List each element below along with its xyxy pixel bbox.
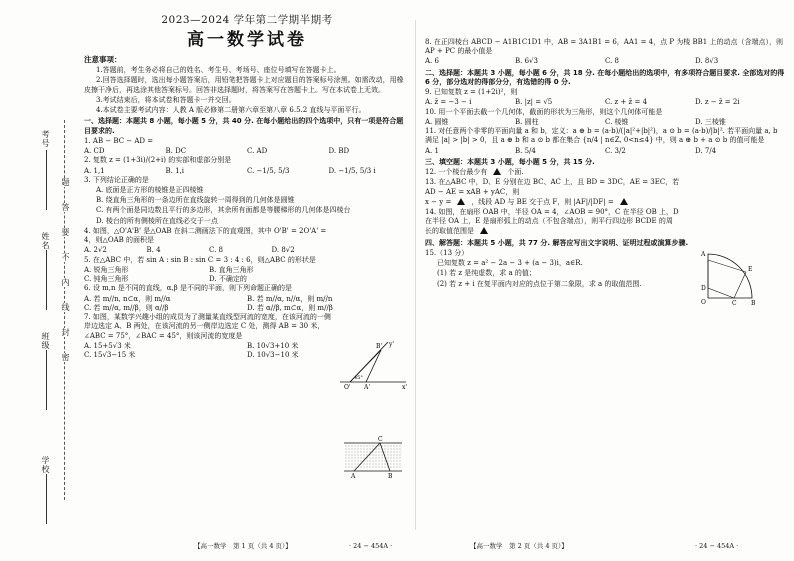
exam-year-title: 2023—2024 学年第二学期半期考 [161, 14, 333, 26]
option: D. z − z̄ = 2i [695, 98, 740, 107]
river-dot [352, 467, 353, 468]
river-dot [364, 467, 365, 468]
river-dot [379, 461, 380, 462]
q13-b: x − y = [425, 197, 452, 206]
river-dot [361, 461, 362, 462]
river-dot [394, 458, 395, 459]
label-c: C [378, 436, 383, 443]
question-stem [425, 168, 785, 177]
river-dot [355, 458, 356, 459]
figure-q7-river [342, 436, 404, 480]
question-options [84, 147, 410, 156]
label-e: E [748, 266, 753, 273]
river-dot [358, 455, 359, 456]
option: B. 直角三角形 [209, 265, 254, 274]
river-dot [349, 464, 350, 465]
river-dot [373, 455, 374, 456]
river-dot [382, 446, 383, 447]
river-dot [400, 461, 401, 462]
river-dot [391, 452, 392, 453]
option: C. 3/2 [605, 146, 626, 155]
option: A. 底面是正方形的棱锥是正四棱锥 [96, 186, 204, 194]
river-dot [379, 449, 380, 450]
option: A. 若 m//n, n⊂α，则 m//α [84, 294, 171, 303]
note-item: 3.考试结束后，将本试卷和答题卡一并交回。 [96, 95, 236, 104]
blank-triangle-icon [480, 227, 488, 234]
river-dot [397, 461, 398, 462]
blank-triangle-icon [493, 168, 501, 175]
river-dot [358, 446, 359, 447]
river-dot [352, 458, 353, 459]
exam-main-title: 高一数学试卷 [187, 29, 307, 50]
river-dot [352, 461, 353, 462]
river-dot [349, 455, 350, 456]
river-dot [385, 449, 386, 450]
option: C. z + z̄ = 4 [605, 98, 648, 107]
river-dot [397, 455, 398, 456]
option: C. −1/5, 5/3 [247, 166, 290, 175]
river-dot [379, 455, 380, 456]
river-dot [370, 446, 371, 447]
q14-b: 长的取值范围是 [425, 227, 474, 236]
option: B. 6√3 [515, 57, 538, 66]
label-x: x' [402, 384, 408, 390]
q15-title: 15.（13 分） [425, 248, 469, 257]
option: C. 若 m//α, m//β，则 α//β [84, 303, 169, 312]
seal-word: 线 [61, 303, 70, 312]
river-dot [364, 449, 365, 450]
river-dot [391, 467, 392, 468]
river-dot [394, 449, 395, 450]
river-dot [394, 446, 395, 447]
river-dot [349, 461, 350, 462]
question-options [425, 98, 785, 107]
option: D. 三棱锥 [695, 117, 726, 126]
option: A. 6 [425, 57, 439, 66]
river-dot [370, 464, 371, 465]
river-dot [352, 452, 353, 453]
seal-word: 不 [61, 253, 70, 262]
figure-q4-oblique-triangle [336, 338, 410, 390]
river-dot [352, 449, 353, 450]
river-dot [388, 446, 389, 447]
question-stem [425, 198, 687, 207]
option: C. 8 [605, 57, 620, 66]
river-dot [367, 461, 368, 462]
option: D. 8√3 [695, 57, 719, 66]
label-b: B [388, 473, 393, 480]
river-dot [376, 461, 377, 462]
river-dot [370, 458, 371, 459]
q15-part2: (2) 若 z + i 在复平面内对应的点位于第二象限，求 a 的取值范围. [437, 279, 642, 288]
seal-word: 内 [61, 278, 70, 287]
option: A. CD [84, 147, 105, 156]
school-line [46, 474, 47, 524]
label-angle: 45° [354, 375, 363, 381]
river-dot [394, 467, 395, 468]
option: C. 有两个面是同边数且平行的多边形，其余所有面都是等腰梯形的几何体是四棱台 [96, 206, 351, 215]
river-dot [379, 446, 380, 447]
river-dot [400, 446, 401, 447]
river-dot [346, 467, 347, 468]
exam-no-line [46, 150, 47, 210]
footer-code: · 24 − 454A · [695, 542, 739, 551]
river-dot [373, 458, 374, 459]
river-dot [364, 452, 365, 453]
footer-page-label: 【高一数学 第 1 页（共 4 页）】 [194, 542, 292, 551]
river-dot [388, 449, 389, 450]
river-dot [355, 461, 356, 462]
river-dot [346, 461, 347, 462]
river-dot [373, 461, 374, 462]
seal-word: 密 [61, 353, 70, 362]
option: D. 8√2 [271, 246, 295, 255]
river-dot [397, 452, 398, 453]
river-dot [385, 452, 386, 453]
river-dot [391, 458, 392, 459]
river-dot [376, 464, 377, 465]
label-o: O [701, 299, 706, 306]
river-dot [382, 467, 383, 468]
seal-word: 题 [61, 178, 70, 187]
river-dot [373, 464, 374, 465]
river-dot [364, 455, 365, 456]
river-dot [364, 458, 365, 459]
river-dot [370, 461, 371, 462]
question-stem: 5. 在△ABC 中，若 sin A : sin B : sin C = 3 : 4 : 6，则△ABC 的形状是 [84, 255, 316, 264]
river-dot [373, 446, 374, 447]
option: C. 钝角三角形 [84, 275, 129, 284]
river-dot [346, 455, 347, 456]
footer-page-label: 【高一数学 第 2 页（共 4 页）】 [470, 542, 568, 551]
river-dot [349, 467, 350, 468]
river-dot [391, 461, 392, 462]
river-dot [397, 449, 398, 450]
river-dot [400, 449, 401, 450]
option: A. 15+5√3 米 [84, 341, 131, 350]
blank-triangle-icon [457, 198, 465, 205]
river-dot [352, 446, 353, 447]
option: D. 若 α//β, m⊂α，则 m//β [247, 303, 333, 312]
river-dot [349, 452, 350, 453]
river-dot [391, 455, 392, 456]
river-dot [352, 455, 353, 456]
option: B. |z| = √5 [515, 98, 553, 107]
class-line [46, 350, 47, 410]
river-dot [400, 455, 401, 456]
question-stem: 6. 设 m,n 是不同的直线，α,β 是不同的平面，则下列命题正确的是 [84, 284, 292, 293]
question-stem [425, 227, 687, 236]
option: B. 圆柱 [515, 117, 539, 126]
river-dot [397, 458, 398, 459]
triangle-side [366, 350, 381, 382]
label-o: O' [344, 384, 351, 390]
river-dot [358, 449, 359, 450]
question-stem: 7. 如图，某数学兴趣小组的成员为了测量某直线型河流的宽度，在该河流的一侧岸边选定 A、B 两处，在该河流的另一侧岸边选定 C 处，测得 AB = 30 米，∠ABC = 75°，∠BAC = 45°，则该河流的宽度是 [84, 313, 331, 340]
option: C. 15√3−15 米 [84, 350, 136, 359]
river-dot [385, 446, 386, 447]
river-dot [382, 461, 383, 462]
label-a: A [701, 251, 706, 258]
river-dot [346, 449, 347, 450]
river-dot [391, 446, 392, 447]
river-dot [349, 458, 350, 459]
option: B. 若 m//α, n//α，则 m//n [247, 294, 333, 303]
river-dot [355, 455, 356, 456]
river-dot [367, 464, 368, 465]
q12-text: 12. 一个棱台最少有 [425, 168, 488, 177]
river-dot [346, 452, 347, 453]
question-options [84, 167, 410, 176]
river-dot [379, 452, 380, 453]
section3-heading: 三、填空题：本题共 3 小题，每小题 5 分，共 15 分. [425, 157, 595, 166]
river-dot [367, 452, 368, 453]
class-label: 班级 [41, 332, 50, 350]
river-dot [358, 452, 359, 453]
school-label: 学校 [41, 456, 50, 474]
river-dot [382, 455, 383, 456]
parallelogram-bcde [708, 260, 746, 298]
river-dots [346, 446, 401, 468]
river-dot [382, 452, 383, 453]
question-stem: 14. 如图，在扇形 OAB 中，半径 OA = 4，∠AOB = 90°，C 在半径 OB 上，D 在半径 OA 上，E 是扇形弧上的动点（不包含端点），则平行四边形 BCDE 的周 [425, 207, 679, 226]
river-dot [397, 467, 398, 468]
river-dot [376, 446, 377, 447]
river-dot [355, 452, 356, 453]
river-dot [376, 449, 377, 450]
q15-part1: (1) 若 z 是纯虚数，求 a 的值； [437, 269, 536, 278]
river-dot [367, 467, 368, 468]
label-a: A [351, 473, 356, 480]
river-dot [388, 458, 389, 459]
river-dot [400, 452, 401, 453]
river-dot [364, 446, 365, 447]
question-stem: 1. AB − BC − AD = [84, 136, 154, 145]
exam-no-label: 考号 [41, 130, 50, 148]
river-dot [385, 467, 386, 468]
river-dot [388, 461, 389, 462]
name-line [46, 250, 47, 310]
note-item: 1.答题前，考生务必将自己的姓名、考生号、考场号、座位号填写在答题卡上。 [96, 66, 341, 75]
river-dot [349, 449, 350, 450]
river-dot [385, 461, 386, 462]
river-dot [361, 458, 362, 459]
label-b: B' [376, 343, 383, 350]
river-dot [376, 452, 377, 453]
option: A. 2√2 [84, 246, 107, 255]
river-dot [388, 452, 389, 453]
option: A. z̄ = −3 − i [425, 98, 472, 107]
question-stem: 8. 在正四棱台 ABCD − A1B1C1D1 中，AB = 3A1B1 = 6，AA1 = 4，点 P 为棱 BB1 上的动点（含端点），则 AP + PC 的最小值是 [425, 38, 783, 56]
option: B. 10√3+10 米 [247, 341, 299, 350]
option: D. 不确定的 [209, 275, 247, 284]
question-stem: 13. 在△ABC 中，D、E 分别在边 BC、AC 上，且 BD = 3DC，AE = 3EC，若 AD − AE = xAB + yAC，则 [425, 178, 680, 196]
river-dot [394, 464, 395, 465]
seal-word: 封 [61, 328, 70, 337]
q15-stem: 已知复数 z = a² − 2a − 3 + (a − 3)i，a∈R. [437, 259, 583, 268]
river-dot [358, 458, 359, 459]
option: A. 锐角三角形 [84, 265, 129, 274]
question-stem: 9. 已知复数 z = (1+2i)²，则 [425, 88, 518, 97]
question-options [425, 147, 785, 156]
question-options [425, 118, 785, 127]
option: B. 4 [146, 246, 161, 255]
option: A. 圆锥 [425, 117, 449, 126]
river-dot [358, 464, 359, 465]
river-dot [346, 458, 347, 459]
option: B. 1,i [165, 166, 185, 175]
river-dot [364, 464, 365, 465]
notes-heading: 注意事项： [84, 55, 122, 65]
river-dot [400, 467, 401, 468]
section4-heading: 四、解答题：本题共 5 小题，共 77 分. 解答应写出文字说明、证明过程或演算步骤. [425, 238, 689, 247]
river-dot [391, 449, 392, 450]
label-b: B [751, 300, 756, 307]
river-dot [370, 449, 371, 450]
option: C. 8 [209, 246, 224, 255]
figure-q14-sector [700, 248, 758, 308]
river-dot [355, 464, 356, 465]
option: D. −1/5, 5/3 i [328, 166, 376, 175]
option: D. 7/4 [695, 146, 717, 155]
river-dot [361, 452, 362, 453]
river-dot [346, 464, 347, 465]
river-dot [367, 449, 368, 450]
river-dot [349, 446, 350, 447]
option: C. 棱锥 [605, 117, 629, 126]
q12-tail: 个面. [507, 168, 524, 177]
seal-word: 答 [61, 203, 70, 212]
river-dot [382, 464, 383, 465]
section1-heading: 一、选择题：本题共 8 小题，每小题 5 分，共 40 分. 在每小题给出的四个选项中，只有一项是符合题目要求的. [84, 117, 404, 135]
river-dot [397, 464, 398, 465]
question-stem: 4. 如图，△O'A'B' 是△OAB 在斜二测画法下的直观图，其中 O'B' = 2O'A' = 4，则△OAB 的面积是 [84, 226, 327, 245]
river-dot [388, 455, 389, 456]
option: C. AD [247, 147, 268, 156]
option: D. 10√3−10 米 [247, 350, 299, 359]
river-dot [382, 458, 383, 459]
sector-outline [708, 254, 752, 298]
footer-code: · 24 − 454A · [349, 542, 393, 551]
river-dot [394, 452, 395, 453]
option: B. 绕直角三角形的一条边所在直线旋转一周得到的几何体是圆锥 [96, 196, 295, 205]
river-dot [358, 461, 359, 462]
river-dot [400, 458, 401, 459]
river-dot [379, 464, 380, 465]
river-dot [367, 455, 368, 456]
question-options [84, 295, 410, 313]
note-item: 2.回答选择题时，选出每小题答案后，用铅笔把答题卡上对应题目的答案标号涂黑。如需改动，用橡皮擦干净后，再选涂其他答案标号。回答非选择题时，将答案写在答题卡上。写在本试卷上无效。 [84, 76, 404, 94]
river-dot [391, 464, 392, 465]
binding-strip [0, 0, 82, 561]
river-dot [361, 446, 362, 447]
river-dot [352, 464, 353, 465]
option: B. 5/4 [515, 146, 536, 155]
river-dot [376, 467, 377, 468]
river-dot [394, 455, 395, 456]
river-dot [367, 446, 368, 447]
river-dot [361, 467, 362, 468]
question-options [84, 246, 334, 255]
river-dot [397, 446, 398, 447]
blank-triangle-icon [620, 198, 628, 205]
option: B. DC [165, 147, 187, 156]
question-options [425, 57, 785, 66]
river-dot [355, 446, 356, 447]
note-item: 4.本试卷主要考试内容：人教 A 版必修第二册第六章至第八章 6.5.2 直线与平面平行。 [96, 106, 366, 115]
river-dot [373, 449, 374, 450]
section2-heading: 二、选择题：本题共 3 小题，每小题 6 分，共 18 分. 在每小题给出的选项中，有多项符合题目要求. 全部选对的得 6 分，部分选对的得部分分，有选错的得 0 分. [425, 68, 785, 86]
river-dot [370, 452, 371, 453]
river-dot [373, 452, 374, 453]
q13-c: ，线段 AD 与 BE 交于点 F，则 |AF|/|DF| = [471, 197, 614, 206]
question-stem: 11. 对任意两个非零的平面向量 a 和 b，定义：a ⊕ b = (a·b)/(|a|²+|b|²)，a ⊙ b = (a·b)/|b|². 若平面向量 a, b 满足 |a| > |b| > 0，且 a ⊕ b 和 a ⊙ b 都在集合 {n/4 | n∈Z, 0<n≤4} 中，则 a ⊕ b + a ⊙ b 的值可能是 [425, 127, 778, 145]
river-dot [346, 446, 347, 447]
river-dot [394, 461, 395, 462]
river-dot [379, 458, 380, 459]
river-dot [376, 455, 377, 456]
seal-word: 要 [61, 228, 70, 237]
option: D. 棱台的所有侧棱所在直线必交于一点 [96, 216, 218, 225]
label-y: y' [389, 341, 395, 348]
river-dot [370, 467, 371, 468]
option: A. 1 [425, 146, 439, 155]
river-dot [361, 455, 362, 456]
river-dot [400, 464, 401, 465]
river-dot [355, 467, 356, 468]
question-stem: 2. 复数 z = (1+3i)/(2+i) 的实部和虚部分别是 [84, 156, 232, 165]
column-divider [415, 20, 416, 530]
river-dot [385, 464, 386, 465]
option: A. 1,1 [84, 166, 105, 175]
river-dot [355, 449, 356, 450]
label-a: A' [364, 384, 370, 390]
river-dot [379, 467, 380, 468]
question-stem: 3. 下列结论正确的是 [84, 175, 149, 184]
river-dot [376, 458, 377, 459]
river-dot [361, 449, 362, 450]
label-c: C [732, 300, 737, 307]
label-d: D [701, 285, 706, 292]
question-options [84, 266, 334, 284]
option: D. BD [328, 147, 350, 156]
question-stem: 10. 用一个平面去截一个几何体，截面的形状为三角形，则这个几何体可能是 [425, 107, 663, 116]
name-label: 姓名 [41, 232, 50, 250]
river-dot [373, 467, 374, 468]
